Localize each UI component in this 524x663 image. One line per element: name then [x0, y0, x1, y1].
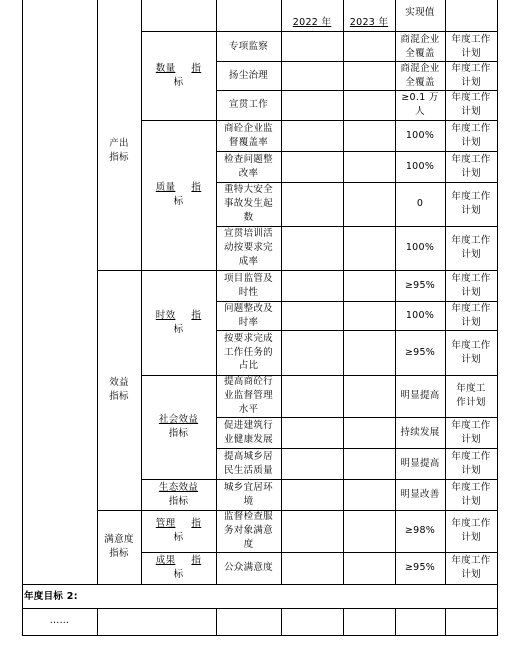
indicator-cell [216, 32, 281, 61]
subgroup-results-b: 指 [191, 555, 202, 567]
subgroup-quality [141, 120, 216, 270]
indicator-cell [216, 226, 281, 270]
subgroup-management-b: 指 [191, 518, 202, 530]
ellipsis-label [22, 609, 97, 633]
indicator-cell [216, 151, 281, 182]
subgroup-management-c: 标 [173, 532, 184, 543]
annual-goal-2-text: 年度目标 2: [24, 590, 78, 602]
value-cell-text: 明显提高 [400, 390, 440, 402]
subgroup-social-c: 指标 [168, 428, 189, 439]
indicator-cell [216, 270, 281, 301]
basis-cell [445, 479, 497, 510]
basis-cell [445, 90, 497, 120]
indicator-cell [216, 90, 281, 120]
ellipsis-text: …… [49, 615, 70, 627]
group-satisfaction [97, 510, 141, 584]
subgroup-timeliness [141, 270, 216, 375]
indicator-cell [216, 61, 281, 90]
indicator-cell-text: 宣贯工作 [228, 99, 269, 111]
group-satisfaction-text: 满意度 指标 [104, 534, 134, 559]
indicator-cell-text: 提高城乡居 民生活质量 [223, 450, 273, 476]
value-cell [395, 301, 445, 330]
indicator-cell-text: 专项监察 [228, 40, 269, 52]
indicator-cell [216, 375, 281, 417]
header-value [395, 0, 445, 30]
subgroup-quality-c: 标 [173, 196, 184, 207]
basis-cell [445, 270, 497, 301]
basis-cell-text: 年度工作 计划 [451, 153, 491, 179]
header-2023 [343, 8, 395, 30]
value-cell-text: 明显提高 [400, 457, 440, 469]
value-cell [395, 552, 445, 584]
basis-cell [445, 552, 497, 584]
value-cell [395, 448, 445, 479]
subgroup-timeliness-c: 标 [173, 323, 184, 335]
value-cell-text: 商混企业 全覆盖 [400, 62, 440, 88]
group-benefit [97, 270, 141, 510]
basis-cell-text: 年度工作 计划 [451, 272, 491, 298]
indicator-cell-text: 问题整改及 时率 [223, 302, 273, 328]
basis-cell-text: 年度工 作计划 [456, 383, 486, 408]
subgroup-social [141, 375, 216, 479]
indicator-cell-text: 公众满意度 [223, 562, 273, 574]
value-cell-text: ≥95% [404, 279, 436, 291]
value-cell [395, 182, 445, 226]
indicator-cell [216, 120, 281, 151]
indicator-cell [216, 417, 281, 448]
basis-cell-text: 年度工作 计划 [451, 481, 491, 507]
indicator-cell-text: 重特大安全 事故发生起 数 [223, 184, 273, 223]
value-cell [395, 479, 445, 510]
basis-cell-text: 年度工作 计划 [451, 33, 491, 59]
value-cell [395, 417, 445, 448]
basis-cell [445, 120, 497, 151]
value-cell [395, 61, 445, 90]
indicator-cell [216, 552, 281, 584]
value-cell-text: ≥95% [404, 346, 436, 358]
subgroup-quality-a: 质量 [155, 182, 176, 194]
indicator-cell-text: 扬尘治理 [228, 69, 269, 81]
indicator-cell [216, 182, 281, 226]
header-2022 [281, 8, 343, 30]
basis-cell-text: 年度工作 计划 [451, 191, 491, 216]
subgroup-ecological [141, 479, 216, 510]
subgroup-results-a: 成果 [155, 555, 176, 567]
basis-cell-text: 年度工作 计划 [451, 302, 491, 328]
group-benefit-text: 效益 指标 [109, 377, 129, 402]
subgroup-quality-b: 指 [191, 182, 202, 194]
basis-cell [445, 510, 497, 552]
value-cell-text: 商混企业 全覆盖 [400, 33, 440, 59]
value-cell [395, 510, 445, 552]
header-value-text: 实现值 [405, 7, 435, 18]
indicator-cell-text: 商砼企业监 督覆盖率 [223, 122, 273, 148]
basis-cell [445, 32, 497, 61]
basis-cell-text: 年度工作 计划 [451, 235, 491, 260]
basis-cell [445, 375, 497, 417]
value-cell [395, 270, 445, 301]
basis-cell-text: 年度工作 计划 [451, 122, 491, 148]
subgroup-ecological-c: 指标 [168, 495, 189, 507]
indicator-cell-text: 检查问题整 改率 [223, 153, 273, 179]
value-cell-text: 100% [405, 160, 435, 172]
basis-cell [445, 226, 497, 270]
value-cell-text: 100% [405, 242, 435, 254]
indicator-cell-text: 项目监管及 时性 [223, 272, 273, 298]
basis-cell [445, 301, 497, 330]
value-cell-text: 明显改善 [400, 488, 440, 500]
indicator-cell-text: 宣贯培训活 动按要求完 成率 [223, 228, 273, 267]
subgroup-social-a: 社会效益 [158, 414, 199, 426]
value-cell-text: 持续发展 [400, 426, 440, 438]
indicator-cell [216, 510, 281, 552]
basis-cell [445, 182, 497, 226]
value-cell-text: ≥0.1 万 人 [401, 92, 439, 117]
subgroup-management [141, 510, 216, 552]
header-2022-text: 2022 年 [292, 17, 332, 29]
value-cell-text: 100% [405, 129, 435, 141]
indicator-cell [216, 301, 281, 330]
header-2023-text: 2023 年 [349, 17, 389, 29]
value-cell [395, 90, 445, 120]
value-cell [395, 226, 445, 270]
indicator-cell-text: 促进建筑行 业健康发展 [223, 419, 273, 445]
subgroup-quantity-c: 标 [173, 77, 184, 88]
subgroup-results [141, 552, 216, 584]
value-cell-text: ≥95% [404, 562, 436, 574]
group-output [97, 32, 141, 270]
basis-cell-text: 年度工作 计划 [451, 339, 491, 365]
value-cell [395, 120, 445, 151]
indicator-cell [216, 330, 281, 375]
subgroup-timeliness-b: 指 [191, 309, 202, 321]
subgroup-quantity-a: 数量 [155, 63, 176, 75]
subgroup-quantity-b: 指 [191, 63, 202, 75]
subgroup-results-c: 标 [173, 569, 184, 580]
basis-cell-text: 年度工作 计划 [451, 419, 491, 445]
value-cell [395, 330, 445, 375]
subgroup-timeliness-a: 时效 [155, 309, 176, 321]
indicator-cell-text: 按要求完成 工作任务的 占比 [223, 332, 273, 372]
basis-cell [445, 417, 497, 448]
indicator-cell [216, 448, 281, 479]
value-cell-text: ≥98% [404, 525, 436, 537]
basis-cell-text: 年度工作 计划 [451, 555, 491, 580]
subgroup-quantity [141, 32, 216, 120]
indicator-cell [216, 479, 281, 510]
value-cell [395, 151, 445, 182]
indicator-cell-text: 城乡宜居环 境 [223, 481, 273, 507]
basis-cell [445, 330, 497, 375]
subgroup-management-a: 管理 [155, 518, 176, 530]
value-cell [395, 32, 445, 61]
value-cell [395, 375, 445, 417]
basis-cell-text: 年度工作 计划 [451, 62, 491, 88]
basis-cell [445, 151, 497, 182]
subgroup-ecological-a: 生态效益 [158, 481, 199, 493]
basis-cell-text: 年度工作 计划 [451, 92, 491, 117]
value-cell-text: 100% [405, 309, 435, 321]
value-cell-text: 0 [416, 198, 424, 210]
annual-goal-2-label [22, 586, 97, 607]
group-output-text: 产出 指标 [109, 138, 129, 163]
basis-cell [445, 61, 497, 90]
basis-cell-text: 年度工作 计划 [451, 518, 491, 543]
indicator-cell-text: 监督检查服 务对象满意 度 [223, 511, 273, 550]
basis-cell-text: 年度工作 计划 [451, 450, 491, 476]
indicator-cell-text: 提高商砼行 业监督管理 水平 [223, 376, 273, 415]
basis-cell [445, 448, 497, 479]
